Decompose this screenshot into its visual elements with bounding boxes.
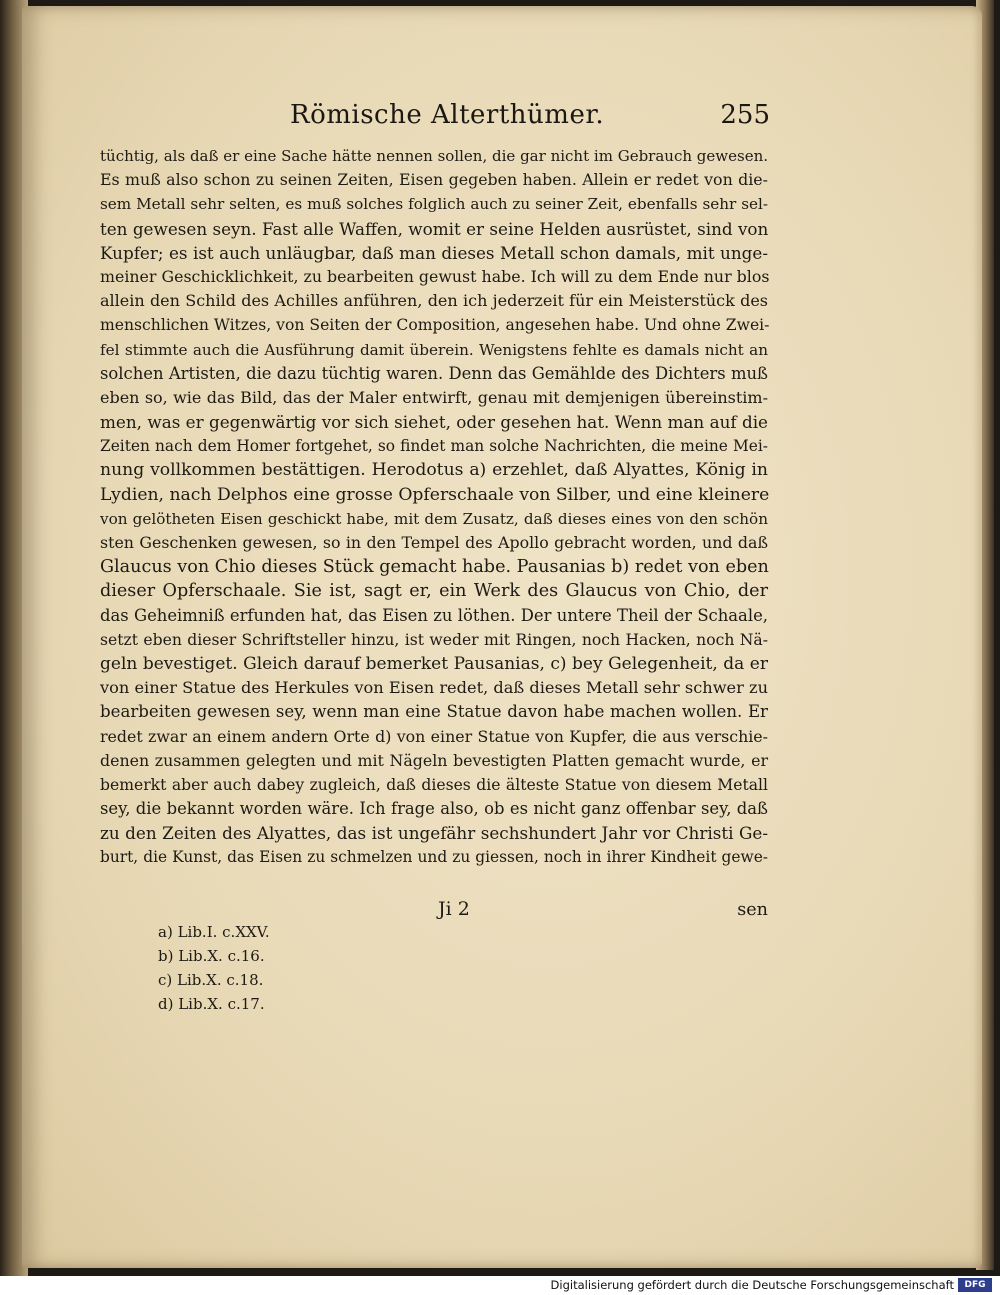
text-line: Zeiten nach dem Homer fortgehet, so findet man solche Nachrichten, die meine Mei- xyxy=(100,437,768,456)
text-line: bemerkt aber auch dabey zugleich, daß dieses die älteste Statue von diesem Metall xyxy=(100,775,768,794)
footnote: a) Lib.I. c.XXV. xyxy=(158,923,270,941)
footnote: d) Lib.X. c.17. xyxy=(158,995,265,1013)
text-line: meiner Geschicklichkeit, zu bearbeiten gewust habe. Ich will zu dem Ende nur blos xyxy=(100,266,770,286)
text-line: setzt eben dieser Schriftsteller hinzu, ist weder mit Ringen, noch Hacken, noch Nä- xyxy=(100,630,768,649)
text-line: denen zusammen gelegten und mit Nägeln bevestigten Platten gemacht wurde, er xyxy=(100,750,768,770)
text-line: von gelötheten Eisen geschickt habe, mit dem Zusatz, daß dieses eines von den schön xyxy=(100,509,768,528)
text-line: tüchtig, als daß er eine Sache hätte nennen sollen, die gar nicht im Gebrauch gewesen. xyxy=(100,147,768,165)
text-line: fel stimmte auch die Ausführung damit überein. Wenigstens fehlte es damals nicht an xyxy=(100,340,768,359)
running-title: Römische Alterthümer. xyxy=(290,100,605,130)
text-line: solchen Artisten, die dazu tüchtig waren. Denn das Gemählde des Dichters muß xyxy=(100,363,768,383)
text-line: geln bevestiget. Gleich darauf bemerket Pausanias, c) bey Gelegenheit, da er xyxy=(100,653,768,674)
text-line: dieser Opferschaale. Sie ist, sagt er, ein Werk des Glaucus von Chio, der xyxy=(100,581,768,602)
footnote: b) Lib.X. c.16. xyxy=(158,947,265,965)
text-line: redet zwar an einem andern Orte d) von einer Statue von Kupfer, die aus verschie- xyxy=(100,726,768,746)
funding-credit: Digitalisierung gefördert durch die Deutsche Forschungsgemeinschaft xyxy=(550,1278,954,1292)
text-line: menschlichen Witzes, von Seiten der Composition, angesehen habe. Und ohne Zwei- xyxy=(100,316,770,335)
body-text xyxy=(100,144,768,870)
text-line: das Geheimniß erfunden hat, das Eisen zu löthen. Der untere Theil der Schaale, xyxy=(100,605,768,625)
page-number: 255 xyxy=(720,100,770,130)
page-header xyxy=(290,100,770,136)
text-line: Es muß also schon zu seinen Zeiten, Eisen gegeben haben. Allein er redet von die- xyxy=(100,170,768,190)
text-line: sey, die bekannt worden wäre. Ich frage also, ob es nicht ganz offenbar sey, daß xyxy=(100,799,768,819)
text-line: burt, die Kunst, das Eisen zu schmelzen und zu giessen, noch in ihrer Kindheit gewe- xyxy=(100,848,768,867)
footnote: c) Lib.X. c.18. xyxy=(158,971,264,989)
text-line: allein den Schild des Achilles anführen, den ich jederzeit für ein Meisterstück des xyxy=(100,291,768,311)
text-line: zu den Zeiten des Alyattes, das ist ungefähr sechshundert Jahr vor Christi Ge- xyxy=(100,823,768,844)
credit-bar xyxy=(0,1276,1000,1295)
text-line: men, was er gegenwärtig vor sich siehet, oder gesehen hat. Wenn man auf die xyxy=(100,412,768,433)
text-line: eben so, wie das Bild, das der Maler entwirft, genau mit demjenigen übereinstim- xyxy=(100,387,768,407)
gathering-signature: Ji 2 xyxy=(438,898,470,920)
text-line: sem Metall sehr selten, es muß solches folglich auch zu seiner Zeit, ebenfalls sehr sel- xyxy=(100,195,768,214)
text-line: Lydien, nach Delphos eine grosse Opferschaale von Silber, und eine kleinere xyxy=(100,484,770,505)
text-line: nung vollkommen bestättigen. Herodotus a) erzehlet, daß Alyattes, König in xyxy=(100,460,768,481)
text-line: von einer Statue des Herkules von Eisen redet, daß dieses Metall sehr schwer zu xyxy=(100,678,768,698)
dfg-logo-icon: DFG xyxy=(958,1278,992,1292)
text-line: sten Geschenken gewesen, so in den Tempel des Apollo gebracht worden, und daß xyxy=(100,533,768,552)
text-line: ten gewesen seyn. Fast alle Waffen, womit er seine Helden ausrüstet, sind von xyxy=(100,218,769,239)
text-line: Glaucus von Chio dieses Stück gemacht habe. Pausanias b) redet von eben xyxy=(100,557,769,578)
footnotes xyxy=(158,920,458,1016)
text-line: bearbeiten gewesen sey, wenn man eine Statue davon habe machen wollen. Er xyxy=(100,702,768,722)
text-line: Kupfer; es ist auch unläugbar, daß man dieses Metall schon damals, mit unge- xyxy=(100,242,768,263)
catchword: sen xyxy=(737,900,768,920)
